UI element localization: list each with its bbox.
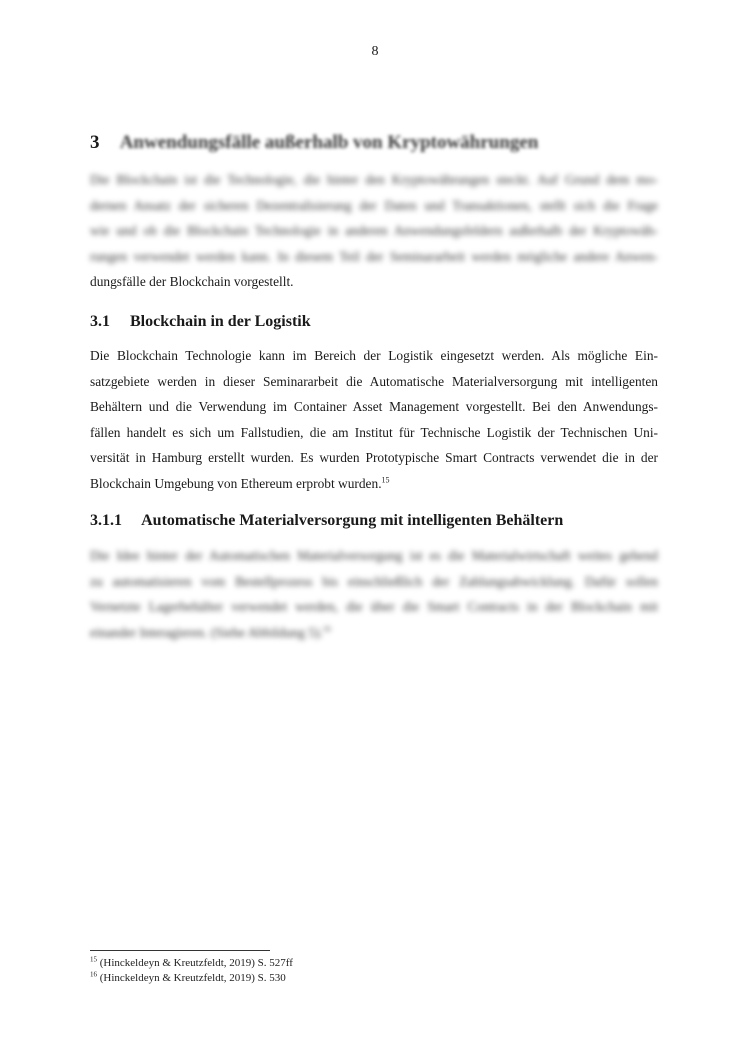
subsubsection-title: Automatische Materialversorgung mit intelligenten Behältern [141, 512, 564, 529]
paragraph-line: satzgebiete werden in dieser Seminararbeit die Automatische Materialversorgung mit intelligenten [90, 373, 658, 389]
footnote-text: (Hinckeldeyn & Kreutzfeldt, 2019) S. 527ff [99, 957, 293, 969]
section-number: 3 [90, 132, 100, 153]
section-heading [90, 132, 538, 154]
paragraph-line: wie und ob die Blockchain Technologie in anderen Anwendungsfeldern außerhalb der Kryptowäh- [90, 223, 658, 238]
subsubsection-number: 3.1.1 [90, 512, 122, 529]
subsubsection-paragraph [90, 543, 658, 645]
footnote-text: (Hinckeldeyn & Kreutzfeldt, 2019) S. 530 [99, 972, 286, 984]
paragraph-line-text: einander Interagieren. (Siehe Abbildung 5). [90, 624, 323, 640]
subsection-paragraph [90, 343, 658, 496]
paragraph-line [90, 620, 658, 646]
subsection-title: Blockchain in der Logistik [130, 313, 311, 330]
paragraph-line: fällen handelt es sich um Fallstudien, die am Institut für Technische Logistik der Technischen Uni- [90, 424, 658, 440]
footnote-separator [90, 950, 270, 951]
footnote [90, 957, 293, 969]
footnote-number: 15 [90, 955, 97, 964]
footnote [90, 972, 286, 984]
page-number: 8 [371, 44, 379, 59]
section-title: Anwendungsfälle außerhalb von Kryptowährungen [119, 132, 539, 153]
subsection-number: 3.1 [90, 313, 110, 330]
paragraph-line: dungsfälle der Blockchain vorgestellt. [90, 274, 294, 289]
paragraph-line: Vernetzte Lagerbehälter verwendet werden, die über die Smart Contracts in der Blockchain mit [90, 599, 658, 614]
paragraph-line: dernen Ansatz der sicheren Dezentralisierung der Daten und Transaktionen, stellt sich die Frage [90, 197, 658, 213]
paragraph-line: zu automatisieren vom Bestellprozess bis einschließlich der Zahlungsabwicklung. Dafür sollen [90, 573, 658, 589]
paragraph-line: Die Blockchain ist die Technologie, die hinter den Kryptowährungen steckt. Auf Grund dem mo- [90, 172, 658, 187]
footnote-reference[interactable]: 16 [322, 624, 331, 634]
paragraph-line: Die Idee hinter der Automatischen Materialversorgung ist es die Materialwirtschaft weites gehend [90, 548, 658, 563]
subsection-heading [90, 313, 311, 331]
section-intro-paragraph [90, 167, 658, 295]
paragraph-line: rungen verwendet werden kann. In diesem Teil der Seminararbeit werden mögliche andere Anwen- [90, 248, 658, 264]
footnote-number: 16 [90, 970, 97, 979]
paragraph-line-text: Blockchain Umgebung von Ethereum erprobt wurden. [90, 475, 382, 491]
paragraph-line: Behältern und die Verwendung im Container Asset Management vorgestellt. Bei den Anwendungs- [90, 399, 658, 414]
paragraph-line [90, 471, 658, 497]
paragraph-line: versität in Hamburg erstellt wurden. Es wurden Prototypische Smart Contracts verwendet die in der [90, 450, 658, 465]
paragraph-line: Die Blockchain Technologie kann im Bereich der Logistik eingesetzt werden. Als mögliche Ein- [90, 348, 658, 363]
footnote-reference[interactable]: 15 [381, 475, 390, 485]
subsubsection-heading [90, 512, 563, 530]
